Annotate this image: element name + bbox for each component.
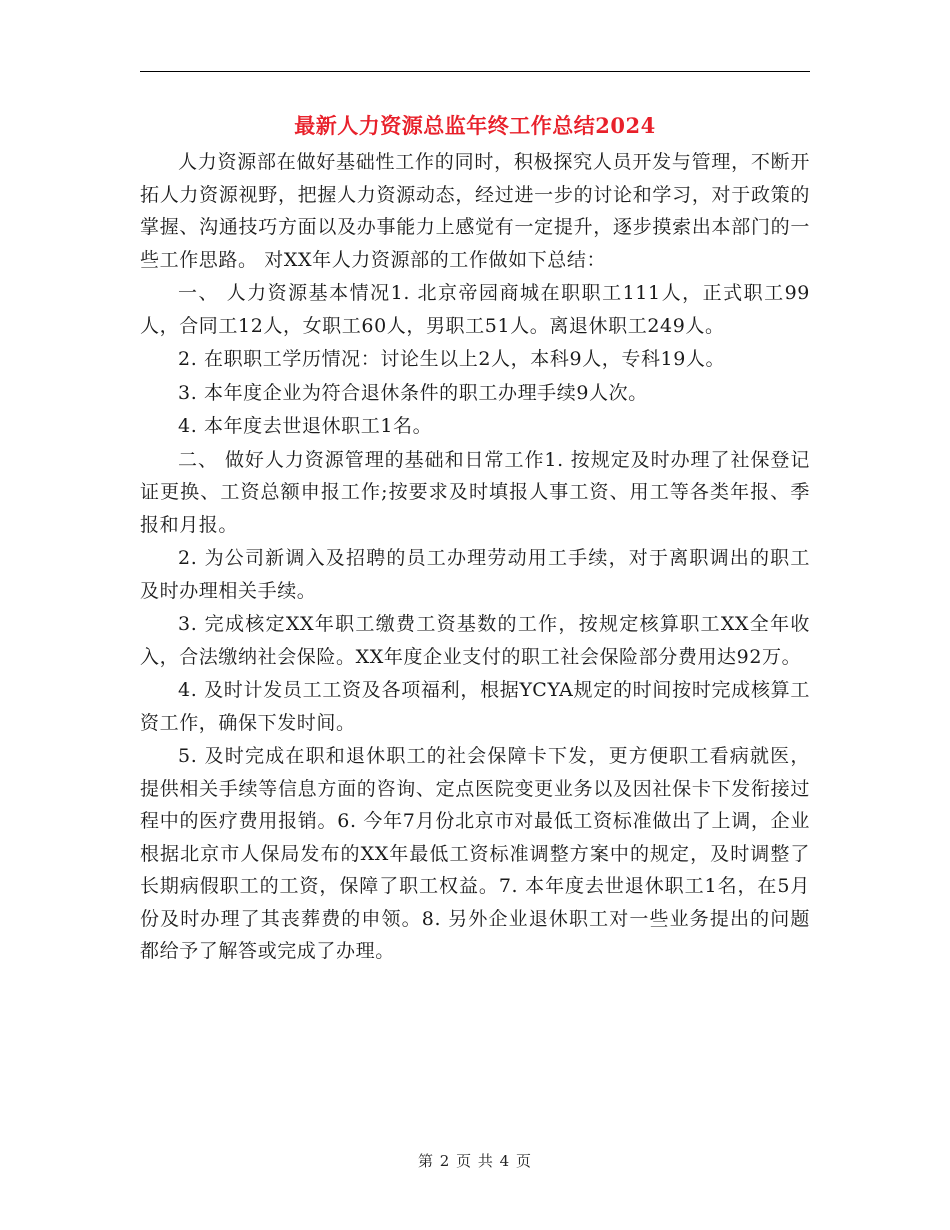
paragraph-item: 3. 本年度企业为符合退休条件的职工办理手续9人次。 xyxy=(178,381,648,404)
paragraph-item: 4. 本年度去世退休职工1名。 xyxy=(178,415,433,437)
paragraph-item: 5. 及时完成在职和退休职工的社会保障卡下发，更方便职工看病就医，提供相关手续等信息方面的咨询、定点医院变更业务以及因社保卡下发衔接过程中的医疗费用报销。6. 今年7月份北京市对最低工资标准做出了上调，企业根据北京市人保局发布的XX年最低工资标准调整方案中的规定，及时调整了长期病假职工的工资，保障了职工权益。7. 本年度去世退休职工1名，在5月份及时办理了其丧葬费的申领。8. 另外企业退休职工对一些业务提出的问题都给予了解答或完成了办理。 xyxy=(140,745,810,962)
paragraph-item: 4. 及时计发员工工资及各项福利，根据YCYA规定的时间按时完成核算工资工作，确保下发时间。 xyxy=(140,679,810,734)
document-body xyxy=(140,146,810,968)
paragraph-section-1: 一、 人力资源基本情况1. 北京帝园商城在职职工111人，正式职工99人，合同工12人，女职工60人，男职工51人。离退休职工249人。 xyxy=(140,282,810,337)
paragraph-intro: 人力资源部在做好基础性工作的同时，积极探究人员开发与管理，不断开拓人力资源视野，把握人力资源动态，经过进一步的讨论和学习，对于政策的掌握、沟通技巧方面以及办事能力上感觉有一定提升，逐步摸索出本部门的一些工作思路。 对XX年人力资源部的工作做如下总结： xyxy=(140,151,810,271)
header-rule xyxy=(140,71,810,72)
paragraph-item: 3. 完成核定XX年职工缴费工资基数的工作，按规定核算职工XX全年收入，合法缴纳社会保险。XX年度企业支付的职工社会保险部分费用达92万。 xyxy=(140,613,810,668)
paragraph-item: 2. 在职职工学历情况：讨论生以上2人，本科9人，专科19人。 xyxy=(178,348,726,370)
paragraph-item: 2. 为公司新调入及招聘的员工办理劳动用工手续，对于离职调出的职工及时办理相关手续。 xyxy=(140,547,810,602)
document-title: 最新人力资源总监年终工作总结2024 xyxy=(294,113,656,138)
paragraph-section-2: 二、 做好人力资源管理的基础和日常工作1. 按规定及时办理了社保登记证更换、工资总额申报工作;按要求及时填报人事工资、用工等各类年报、季报和月报。 xyxy=(140,448,810,536)
page-number: 第 2 页 共 4 页 xyxy=(418,1152,532,1170)
